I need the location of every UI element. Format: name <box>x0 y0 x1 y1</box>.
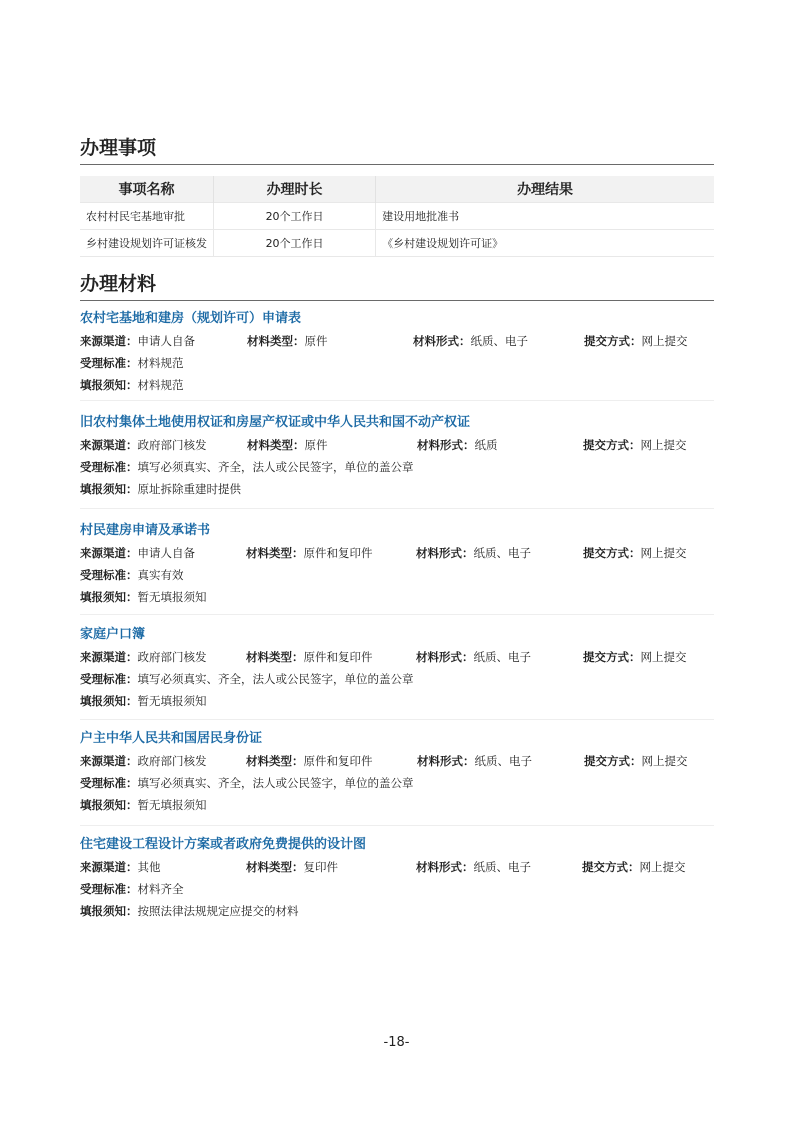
material-item <box>80 520 714 615</box>
form-value: 纸质、电子 <box>474 754 532 768</box>
material-standard-row <box>80 878 714 900</box>
material-standard-row <box>80 564 714 586</box>
material-title: 村民建房申请及承诺书 <box>80 523 211 538</box>
standard-value: 填写必须真实、齐全，法人或公民签字，单位的盖公章 <box>137 672 414 686</box>
notice-label: 填报须知： <box>80 798 138 812</box>
material-standard-row <box>80 772 714 794</box>
type-value: 复印件 <box>303 860 338 874</box>
source-value: 其他 <box>137 860 161 874</box>
material-title: 旧农村集体土地使用权证和房屋产权证或中华人民共和国不动产权证 <box>80 415 471 430</box>
notice-label: 填报须知： <box>80 694 138 708</box>
standard-value: 填写必须真实、齐全，法人或公民签字，单位的盖公章 <box>137 460 414 474</box>
source-label: 来源渠道： <box>80 438 138 452</box>
source-value: 政府部门核发 <box>137 754 207 768</box>
column-header-result: 办理结果 <box>376 176 714 203</box>
standard-label: 受理标准： <box>80 776 138 790</box>
submit-label: 提交方式： <box>584 334 642 348</box>
type-label: 材料类型： <box>246 860 304 874</box>
source-label: 来源渠道： <box>80 546 138 560</box>
form-label: 材料形式： <box>413 334 471 348</box>
type-value: 原件和复印件 <box>303 546 373 560</box>
submit-value: 网上提交 <box>639 860 686 874</box>
material-notice-row <box>80 690 714 712</box>
submit-value: 网上提交 <box>640 438 687 452</box>
standard-label: 受理标准： <box>80 882 138 896</box>
material-notice-row <box>80 586 714 608</box>
source-value: 申请人自备 <box>137 546 195 560</box>
cell-item-name: 乡村建设规划许可证核发 <box>80 230 214 257</box>
material-item <box>80 834 714 924</box>
form-label: 材料形式： <box>417 754 475 768</box>
material-title: 住宅建设工程设计方案或者政府免费提供的设计图 <box>80 837 367 852</box>
material-notice-row <box>80 900 714 922</box>
page-number: -18- <box>383 1035 410 1050</box>
material-standard-row <box>80 352 714 374</box>
submit-label: 提交方式： <box>582 860 640 874</box>
material-meta-row <box>80 750 714 772</box>
material-notice-row <box>80 794 714 816</box>
material-item <box>80 624 714 720</box>
notice-value: 暂无填报须知 <box>137 694 207 708</box>
column-header-duration: 办理时长 <box>214 176 376 203</box>
material-title: 家庭户口簿 <box>80 627 146 642</box>
type-label: 材料类型： <box>246 650 304 664</box>
submit-value: 网上提交 <box>640 546 687 560</box>
material-item <box>80 728 714 826</box>
notice-value: 原址拆除重建时提供 <box>137 482 241 496</box>
type-label: 材料类型： <box>246 754 304 768</box>
standard-label: 受理标准： <box>80 460 138 474</box>
material-title: 户主中华人民共和国居民身份证 <box>80 731 263 746</box>
material-meta-row <box>80 646 714 668</box>
material-title: 农村宅基地和建房（规划许可）申请表 <box>80 311 302 326</box>
table-row <box>80 203 714 230</box>
notice-label: 填报须知： <box>80 378 138 392</box>
form-label: 材料形式： <box>416 860 474 874</box>
material-standard-row <box>80 456 714 478</box>
standard-value: 填写必须真实、齐全，法人或公民签字，单位的盖公章 <box>137 776 414 790</box>
submit-value: 网上提交 <box>641 754 688 768</box>
form-value: 纸质、电子 <box>470 334 528 348</box>
cell-result: 《乡村建设规划许可证》 <box>376 230 714 257</box>
form-value: 纸质、电子 <box>473 650 531 664</box>
notice-value: 按照法律法规规定应提交的材料 <box>137 904 299 918</box>
form-value: 纸质、电子 <box>473 860 531 874</box>
material-standard-row <box>80 668 714 690</box>
standard-value: 真实有效 <box>137 568 184 582</box>
standard-label: 受理标准： <box>80 672 138 686</box>
material-meta-row <box>80 330 714 352</box>
standard-value: 材料规范 <box>137 356 184 370</box>
cell-duration: 20个工作日 <box>214 230 376 257</box>
material-notice-row <box>80 374 714 396</box>
form-value: 纸质、电子 <box>473 546 531 560</box>
source-label: 来源渠道： <box>80 860 138 874</box>
source-value: 政府部门核发 <box>137 438 207 452</box>
material-item <box>80 308 714 401</box>
source-label: 来源渠道： <box>80 650 138 664</box>
source-label: 来源渠道： <box>80 334 138 348</box>
source-value: 政府部门核发 <box>137 650 207 664</box>
type-value: 原件和复印件 <box>303 754 373 768</box>
form-value: 纸质 <box>474 438 498 452</box>
standard-label: 受理标准： <box>80 356 138 370</box>
section-title-materials: 办理材料 <box>80 272 714 301</box>
source-value: 申请人自备 <box>137 334 195 348</box>
items-table <box>80 176 714 257</box>
standard-label: 受理标准： <box>80 568 138 582</box>
material-meta-row <box>80 434 714 456</box>
notice-value: 材料规范 <box>137 378 184 392</box>
type-label: 材料类型： <box>247 438 305 452</box>
notice-value: 暂无填报须知 <box>137 590 207 604</box>
table-header-row <box>80 176 714 203</box>
material-meta-row <box>80 542 714 564</box>
type-value: 原件 <box>304 438 328 452</box>
form-label: 材料形式： <box>416 546 474 560</box>
standard-value: 材料齐全 <box>137 882 184 896</box>
submit-value: 网上提交 <box>640 650 687 664</box>
submit-label: 提交方式： <box>584 754 642 768</box>
type-label: 材料类型： <box>247 334 305 348</box>
cell-duration: 20个工作日 <box>214 203 376 230</box>
notice-label: 填报须知： <box>80 590 138 604</box>
material-meta-row <box>80 856 714 878</box>
cell-item-name: 农村村民宅基地审批 <box>80 203 214 230</box>
material-item <box>80 412 714 509</box>
type-value: 原件 <box>304 334 328 348</box>
source-label: 来源渠道： <box>80 754 138 768</box>
material-notice-row <box>80 478 714 500</box>
notice-label: 填报须知： <box>80 482 138 496</box>
type-label: 材料类型： <box>246 546 304 560</box>
submit-label: 提交方式： <box>583 546 641 560</box>
column-header-name: 事项名称 <box>80 176 214 203</box>
form-label: 材料形式： <box>416 650 474 664</box>
section-title-items: 办理事项 <box>80 136 714 165</box>
cell-result: 建设用地批准书 <box>376 203 714 230</box>
notice-label: 填报须知： <box>80 904 138 918</box>
type-value: 原件和复印件 <box>303 650 373 664</box>
submit-label: 提交方式： <box>583 438 641 452</box>
form-label: 材料形式： <box>417 438 475 452</box>
table-row <box>80 230 714 257</box>
notice-value: 暂无填报须知 <box>137 798 207 812</box>
submit-label: 提交方式： <box>583 650 641 664</box>
submit-value: 网上提交 <box>641 334 688 348</box>
